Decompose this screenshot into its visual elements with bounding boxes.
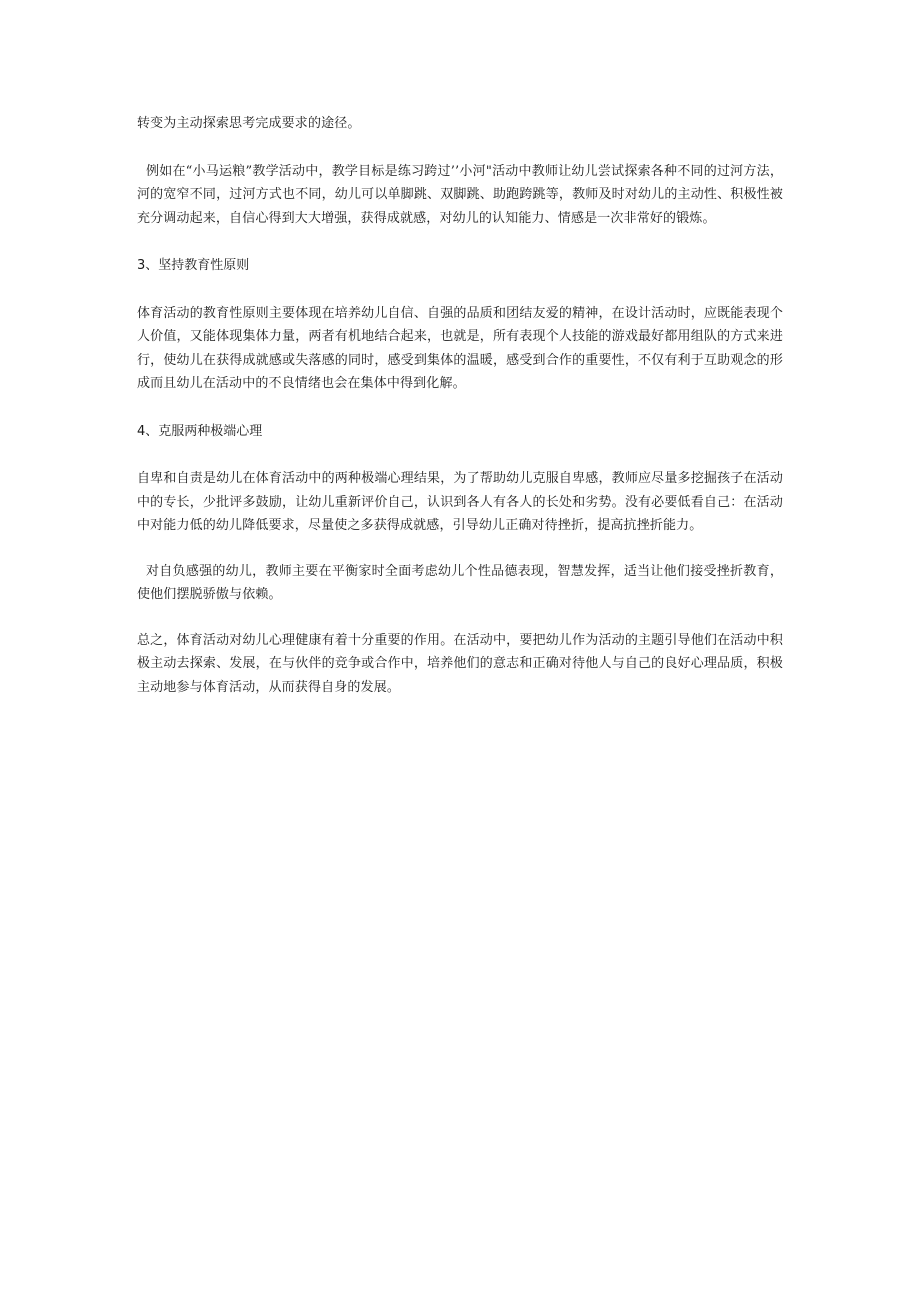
paragraph-conclusion: 总之，体育活动对幼儿心理健康有着十分重要的作用。在活动中，要把幼儿作为活动的主题引导他们在活动中积极主动去探索、发展，在与伙伴的竞争或合作中，培养他们的意志和正确对待他人与自己的良好心理品质，积极主动地参与体育活动，从而获得自身的发展。	[137, 632, 783, 695]
section-heading-4: 4、克服两种极端心理	[137, 423, 263, 439]
paragraph-inferiority: 自卑和自责是幼儿在体育活动中的两种极端心理结果，为了帮助幼儿克服自卑感，教师应尽量多挖掘孩子在活动中的专长，少批评多鼓励，让幼儿重新评价自己，认识到各人有各人的长处和劣势。没有必要低看自己：在活动中对能力低的幼儿降低要求，尽量使之多获得成就感，引导幼儿正确对待挫折，提高抗挫折能力。	[137, 471, 783, 533]
section-heading-3: 3、坚持教育性原则	[137, 258, 250, 273]
paragraph-arrogance: 对自负感强的幼儿，教师主要在平衡家时全面考虑幼儿个性品德表现，智慧发挥，适当让他们接受挫折教育，使他们摆脱骄傲与依赖。	[137, 563, 783, 602]
document-page	[137, 112, 783, 699]
paragraph-intro-continuation: 转变为主动探索思考完成要求的途径。	[137, 116, 361, 131]
paragraph-example: 例如在“小马运粮”教学活动中，教学目标是练习跨过’’小河"活动中教师让幼儿尝试探索各种不同的过河方法，河的宽窄不同，过河方式也不同，幼儿可以单脚跳、双脚跳、助跑跨跳等，教师及时对幼儿的主动性、积极性被充分调动起来，自信心得到大大增强，获得成就感，对幼儿的认知能力、情感是一次非常好的锻炼。	[137, 163, 783, 226]
paragraph-educational-principle: 体育活动的教育性原则主要体现在培养幼儿自信、自强的品质和团结友爱的精神，在设计活动时，应既能表现个人价值，又能体现集体力量，两者有机地结合起来，也就是，所有表现个人技能的游戏最好都用组队的方式来进行，使幼儿在获得成就感或失落感的同时，感受到集体的温暖，感受到合作的重要性，不仅有利于互助观念的形成而且幼儿在活动中的不良情绪也会在集体中得到化解。	[137, 305, 783, 391]
